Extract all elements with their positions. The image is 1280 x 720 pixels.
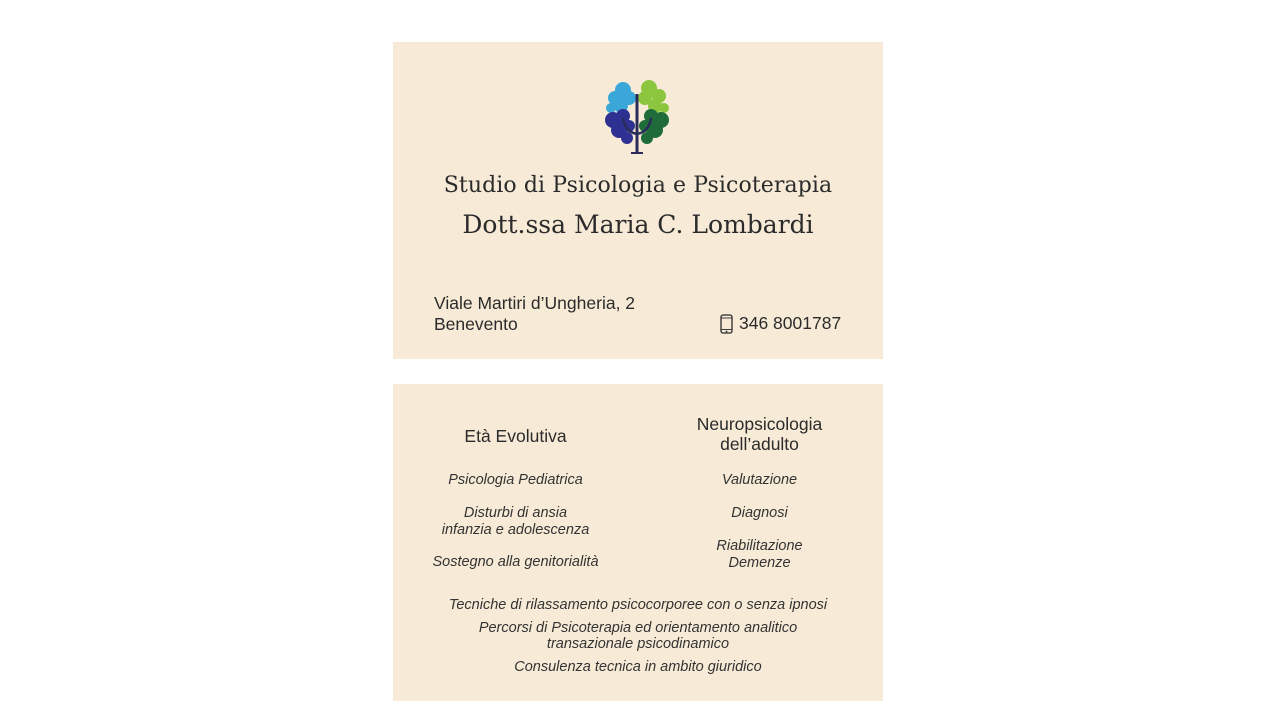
address-street: Viale Martiri d’Ungheria, 2	[434, 293, 636, 313]
column-heading-line: Neuropsicologia	[696, 414, 823, 434]
service-item: Sostegno alla genitorialità	[432, 554, 599, 570]
brain-tree-logo-icon	[601, 76, 673, 156]
phone-number	[720, 313, 841, 334]
service-item: Riabilitazione	[716, 538, 803, 554]
phone-text: 346 8001787	[739, 313, 842, 333]
studio-title: Studio di Psicologia e Psicoterapia	[443, 173, 833, 198]
service-item: Disturbi di ansia	[463, 505, 568, 521]
service-line: Consulenza tecnica in ambito giuridico	[514, 659, 762, 675]
service-item: Valutazione	[721, 472, 798, 488]
address	[434, 293, 635, 335]
service-line: Percorsi di Psicoterapia ed orientamento analitico	[478, 620, 798, 636]
column-heading	[657, 414, 862, 454]
business-card-back	[393, 384, 883, 701]
business-card-front	[393, 42, 883, 359]
service-line: transazionale psicodinamico	[546, 636, 730, 652]
column-heading-line: dell’adulto	[720, 434, 799, 454]
service-item: Psicologia Pediatrica	[448, 472, 583, 488]
service-item: infanzia e adolescenza	[441, 522, 590, 538]
service-item: Diagnosi	[731, 505, 788, 521]
service-item: Demenze	[728, 555, 791, 571]
column-heading: Età Evolutiva	[464, 426, 567, 446]
service-line: Tecniche di rilassamento psicocorporee con o senza ipnosi	[448, 597, 828, 613]
mobile-phone-icon	[720, 314, 733, 334]
doctor-name: Dott.ssa Maria C. Lombardi	[462, 210, 814, 239]
address-city: Benevento	[434, 314, 518, 334]
